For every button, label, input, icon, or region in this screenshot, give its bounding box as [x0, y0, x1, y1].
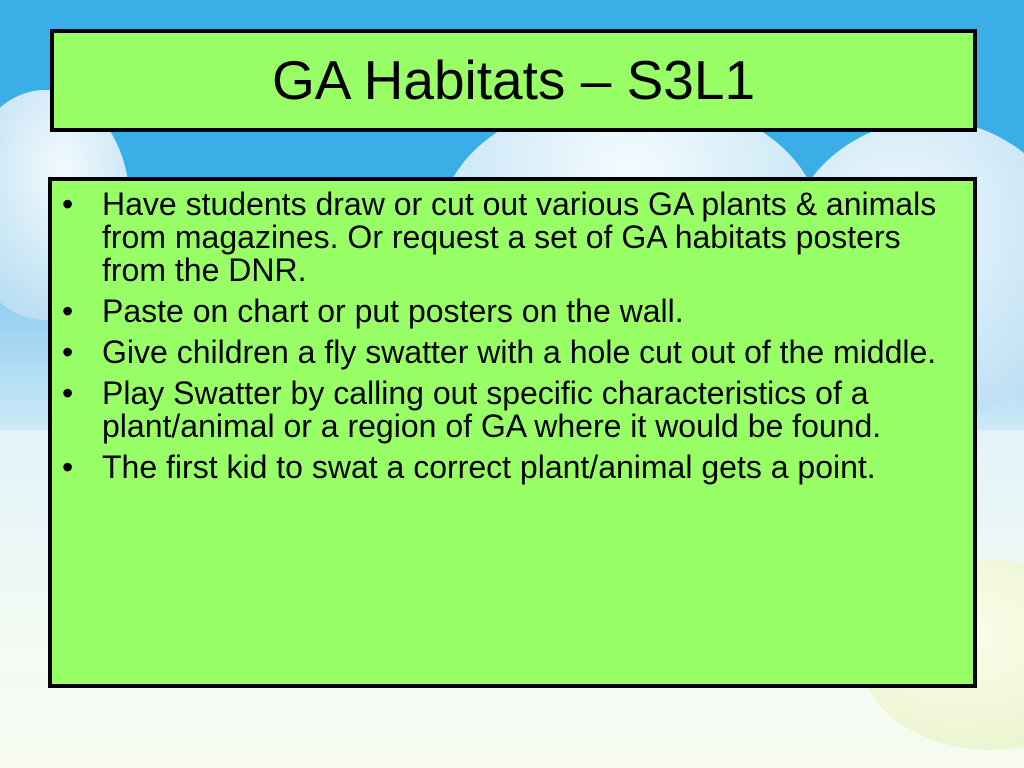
bullet-item — [52, 377, 973, 443]
bullet-text: Paste on chart or put posters on the wall. — [102, 293, 684, 329]
bullet-list — [52, 188, 973, 492]
slide-title: GA Habitats – S3L1 — [271, 49, 756, 111]
bullet-text: Have students draw or cut out various GA plants & animals from magazines. Or request a set of GA habitats posters from the DNR. — [102, 186, 937, 288]
bullet-text: Play Swatter by calling out specific characteristics of a plant/animal or a region of GA where it would be found. — [102, 375, 882, 444]
bullet-item — [52, 451, 973, 484]
bullet-marker: • — [62, 375, 74, 411]
bullet-marker: • — [62, 449, 74, 485]
bullet-text: Give children a fly swatter with a hole cut out of the middle. — [102, 334, 937, 370]
bullet-marker: • — [62, 334, 74, 370]
title-box — [50, 29, 977, 132]
bullet-marker: • — [62, 293, 74, 329]
bullet-marker: • — [62, 186, 74, 222]
bullet-item — [52, 336, 973, 369]
content-box — [48, 177, 977, 688]
bullet-text: The first kid to swat a correct plant/animal gets a point. — [102, 449, 876, 485]
bullet-item — [52, 188, 973, 287]
bullet-item — [52, 295, 973, 328]
